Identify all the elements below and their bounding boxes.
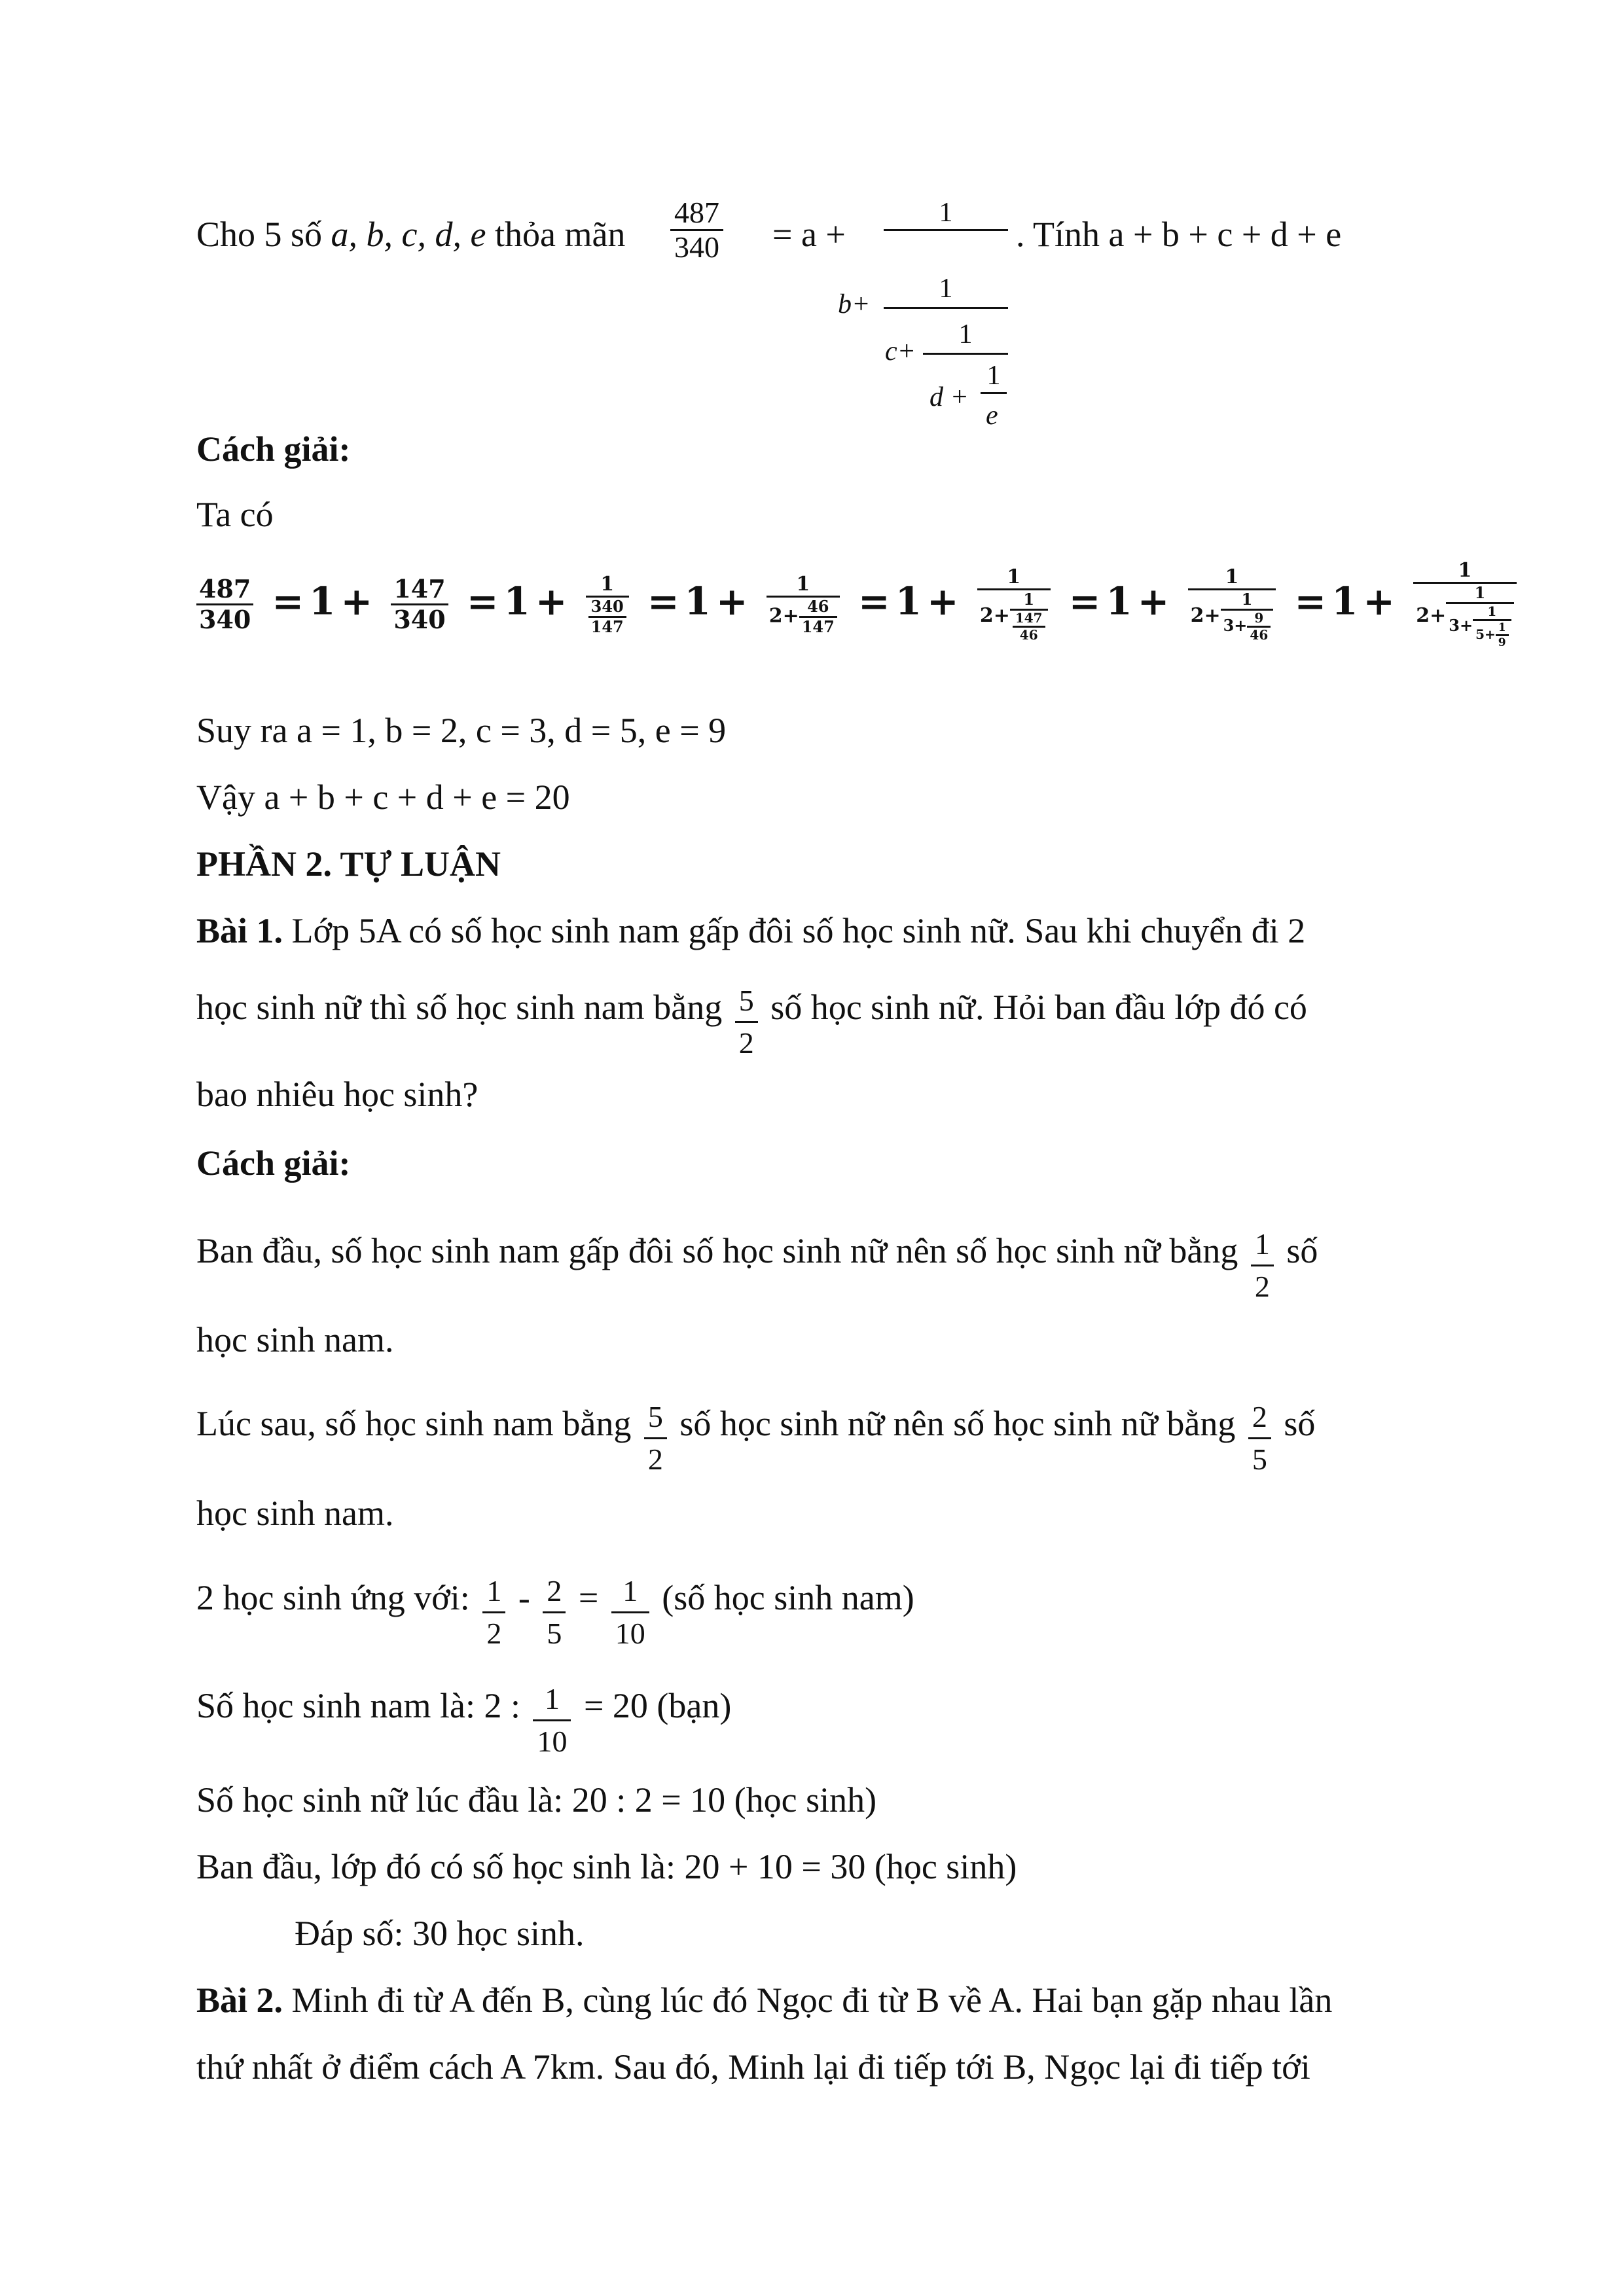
problem-intro: Cho 5 số: [196, 215, 323, 254]
bai1-answer: Đáp số: 30 học sinh.: [295, 1914, 585, 1953]
fraction-chain: $\frac{487}{340}$ = 1 + $\frac{147}{340}$ = 1 + $\frac{1}{\frac{340}{147}}$ = 1 + 1 2+ $\frac{46}{147}$ = 1 + 1 2+ $\frac{1}{\frac{147}{46}}$ = 1 + 1 2+ 1 3+ $\frac{9}{46}$ = 1 + 1 2+ 1 3+ 1 5+ $\frac{1}{9}$: [196, 560, 1517, 649]
bai2-line2: thứ nhất ở điểm cách A 7km. Sau đó, Minh lại đi tiếp tới B, Ngọc lại đi tiếp tới: [196, 2047, 1310, 2087]
bai1-solution-heading: Cách giải:: [196, 1143, 351, 1183]
part2-heading: PHẦN 2. TỰ LUẬN: [196, 844, 501, 884]
bai1-line1: Bài 1. Lớp 5A có số học sinh nam gấp đôi số học sinh nữ. Sau khi chuyển đi 2: [196, 911, 1306, 950]
bai1-s2: học sinh nam.: [196, 1320, 394, 1359]
bai1-s3: Lúc sau, số học sinh nam bằng $\frac{5}{2}$ số học sinh nữ nên số học sinh nữ bằng $\frac{2}{5}$ số: [196, 1397, 1315, 1480]
problem-statement: [196, 213, 625, 255]
chain-frac-2: $\frac{147}{340}$: [391, 575, 448, 634]
cf-num-4: 1: [981, 359, 1007, 394]
ta-co: Ta có: [196, 495, 274, 534]
bai2-line1: Bài 2. Minh đi từ A đến B, cùng lúc đó Ngọc đi từ B về A. Hai bạn gặp nhau lần: [196, 1981, 1333, 2020]
cf-c-plus: c+: [885, 336, 916, 367]
lhs-fraction: 487 340: [670, 196, 723, 264]
bai1-line2: học sinh nữ thì số học sinh nam bằng $\frac{5}{2}$ số học sinh nữ. Hỏi ban đầu lớp đó có: [196, 980, 1307, 1064]
cf-num-2: 1: [884, 270, 1008, 309]
bai1-s8: Ban đầu, lớp đó có số học sinh là: 20 + 10 = 30 (học sinh): [196, 1847, 1017, 1886]
cf-d-plus: d +: [929, 382, 969, 412]
continued-fraction: [838, 196, 1008, 506]
bai1-s5: 2 học sinh ứng với: $\frac{1}{2}$ - $\frac{2}{5}$ = $\frac{1}{10}$ (số học sinh nam): [196, 1571, 914, 1654]
vay: Vậy a + b + c + d + e = 20: [196, 778, 570, 817]
chain-frac-3: $\frac{1}{\frac{340}{147}}$: [586, 573, 629, 636]
cf-num-3: 1: [923, 316, 1008, 355]
problem-vars: a, b, c, d, e: [331, 215, 486, 254]
bai1-s7: Số học sinh nữ lúc đầu là: 20 : 2 = 10 (học sinh): [196, 1780, 877, 1820]
eq-a: = a +: [772, 215, 846, 254]
suy-ra: Suy ra a = 1, b = 2, c = 3, d = 5, e = 9: [196, 711, 727, 750]
chain-frac-1: $\frac{487}{340}$: [196, 575, 253, 634]
bai1-s6: Số học sinh nam là: 2 : $\frac{1}{10}$ = 20 (bạn): [196, 1679, 731, 1762]
chain-frac-7: 1 2+ 1 3+ 1 5+ $\frac{1}{9}$: [1413, 560, 1516, 649]
problem-satisfies: thỏa mãn: [494, 215, 626, 254]
problem-ask: . Tính a + b + c + d + e: [1016, 215, 1342, 254]
bai1-s4: học sinh nam.: [196, 1494, 394, 1533]
cf-num-1: 1: [884, 196, 1008, 231]
cf-b-plus: b+: [838, 289, 871, 319]
bai1-s1: Ban đầu, số học sinh nam gấp đôi số học sinh nữ nên số học sinh nữ bằng $\frac{1}{2}$ số: [196, 1224, 1318, 1307]
solution-heading: Cách giải:: [196, 429, 351, 469]
chain-frac-6: 1 2+ 1 3+ $\frac{9}{46}$: [1188, 566, 1276, 643]
chain-frac-5: 1 2+ $\frac{1}{\frac{147}{46}}$: [977, 566, 1051, 643]
bai1-line3: bao nhiêu học sinh?: [196, 1075, 478, 1114]
cf-e: e: [986, 401, 998, 431]
chain-frac-4: 1 2+ $\frac{46}{147}$: [767, 573, 840, 636]
